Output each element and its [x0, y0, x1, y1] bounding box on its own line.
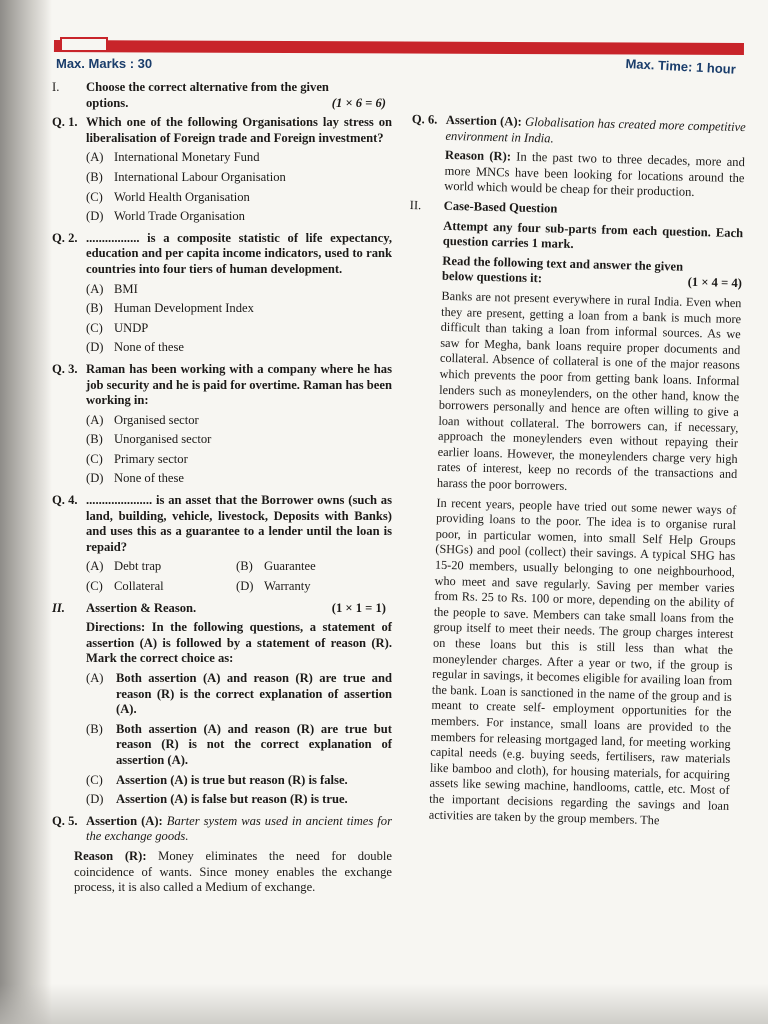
assertion-text: Globalisation has created more competitive environment in India. — [445, 114, 746, 146]
option-text: World Trade Organisation — [114, 209, 245, 224]
option-text: Warranty — [264, 579, 311, 594]
left-column — [52, 80, 392, 896]
option-label: (C) — [86, 320, 103, 335]
question-text: ..................... is an asset that the Borrower owns (such as land, building, vehicle, livestock, Deposits with Banks) and uses this as a guarantee to a lender until the loan is repaid? — [86, 493, 392, 554]
option-label: (D) — [86, 209, 104, 224]
option-text: International Monetary Fund — [114, 150, 260, 165]
question-number: Q. 1. — [52, 115, 78, 130]
assertion-label: Assertion (A): — [86, 813, 163, 828]
choice-label: (A) — [86, 671, 104, 685]
reason-text: In the past two to three decades, more and more MNCs have been looking for locations around the world which would be cheap for their production. — [444, 149, 746, 200]
question-2 — [52, 231, 392, 278]
directions-text: Directions: In the following questions, a statement of assertion (A) is followed by a statement of reason (R). Mark the correct choice as: — [86, 620, 392, 666]
option — [86, 321, 392, 337]
option-text: Guarantee — [264, 559, 316, 574]
option — [86, 413, 392, 429]
option-label: (B) — [86, 432, 103, 447]
question-5 — [52, 814, 392, 845]
option-label: (B) — [86, 169, 103, 184]
option-text: UNDP — [114, 320, 149, 335]
option-label: (A) — [86, 559, 104, 574]
option-label: (C) — [86, 579, 103, 594]
question-number: Q. 4. — [52, 493, 78, 508]
reason-label: Reason (R): — [444, 148, 512, 164]
option-text: Unorganised sector — [114, 432, 212, 447]
choice-text: Assertion (A) is false but reason (R) is true. — [116, 792, 348, 807]
option-label: (C) — [86, 189, 103, 204]
assertion-choice — [86, 792, 392, 808]
option-text: None of these — [114, 340, 184, 355]
question-number: Q. 2. — [52, 230, 78, 245]
assertion-choice — [86, 671, 392, 718]
read-instruction-cont: below questions it: — [441, 269, 543, 286]
question-number: Q. 3. — [52, 361, 78, 376]
assertion-text: Barter system was used in ancient times for the exchange goods. — [86, 813, 392, 844]
option-label: (A) — [86, 281, 104, 296]
header-red-bar — [54, 40, 744, 55]
page-shadow-left — [0, 0, 52, 1024]
option — [86, 340, 392, 356]
option-text: International Labour Organisation — [114, 169, 286, 184]
reason-text: Money eliminates the need for double coincidence of wants. Since money enables the exchange process, it is also called a Medium of exchange. — [74, 848, 392, 895]
section-number: II. — [409, 197, 422, 213]
section-marks: (1 × 1 = 1) — [331, 600, 386, 615]
option — [86, 190, 392, 206]
option-text: BMI — [114, 281, 138, 296]
option-text: Collateral — [114, 579, 164, 594]
option — [86, 301, 392, 317]
option-text: Debt trap — [114, 559, 162, 574]
question-number: Q. 6. — [411, 112, 438, 127]
question-1 — [52, 115, 392, 146]
max-marks-label: Max. Marks : 30 — [56, 56, 153, 71]
option-label: (B) — [236, 559, 253, 574]
option — [86, 209, 392, 225]
section-marks: (1 × 6 = 6) — [331, 95, 386, 110]
option-label: (D) — [236, 579, 254, 594]
option-text: World Health Organisation — [114, 189, 250, 204]
option-text: Human Development Index — [114, 301, 254, 316]
option-label: (A) — [86, 412, 104, 427]
option-row — [86, 579, 392, 595]
option — [86, 150, 392, 166]
choice-label: (C) — [86, 772, 103, 787]
option — [86, 282, 392, 298]
read-instruction-line: Read the following text and answer the given — [442, 253, 684, 274]
section-2-heading — [52, 601, 392, 617]
question-text: Which one of the following Organisations lay stress on liberalisation of Foreign trade and Foreign investment? — [86, 115, 392, 145]
assertion-label: Assertion (A): — [445, 112, 522, 129]
case-paragraph-2: In recent years, people have tried out some newer ways of providing loans to the poor. The idea is to organise rural poor, in particular women, into small Self Help Groups (SHGs) and pool (collect) their savings. A typical SHG has 15-20 members, usually belonging to one neighbourhood, who meet and save regularly. Saving per member varies from Rs. 25 to Rs. 100 or more, depending on the ability of the people to save. Members can take small loans from the group itself to meet their needs. The group charges interest on these loans but this is still less than what the moneylender charges. After a year or two, if the group is regular in savings, it becomes eligible for availing loan from the bank. Loan is sanctioned in the name of the group and is meant to create self- employment opportunities for the members. For instance, small loans are provided to the members for releasing mortgaged land, for meeting working capital needs (e.g. buying seeds, fertilisers, raw materials like bamboo and cloth), for housing materials, for acquiring assets like sewing machine, handlooms, cattle, etc. Most of the important decisions regarding the savings and loan activities are taken by the group members. The — [428, 495, 737, 827]
section-title-cont: options. — [86, 95, 129, 110]
section-title: Case-Based Question — [443, 198, 558, 216]
section-instruction: Attempt any four sub-parts from each question. Each question carries 1 mark. — [442, 218, 744, 252]
option-label: (C) — [86, 451, 103, 466]
assertion-choice — [86, 722, 392, 769]
option — [86, 432, 392, 448]
question-text: Raman has been working with a company where he has job security and he is paid for overtime. Raman has been working in: — [86, 361, 392, 408]
option — [86, 170, 392, 186]
assertion-choice — [86, 773, 392, 789]
question-text: ................. is a composite statistic of life expectancy, education and per capita income indicators, used to rank countries into four tiers of human development. — [86, 230, 392, 276]
option — [86, 452, 392, 468]
case-paragraph-1: Banks are not present everywhere in rural India. Even when they are present, getting a loan from a bank is much more difficult than taking a loan from informal sources. As we saw for Megha, bank loans require proper documents and collateral. Absence of collateral is one of the major reasons which prevents the poor from getting bank loans. Informal lenders such as moneylenders, on the other hand, know the borrowers personally and hence are often willing to give a loan without collateral. The borrowers can, if necessary, approach the moneylenders even without repaying their earlier loans. However, the moneylenders charge very high rates of interest, keep no records of the transactions and harass the poor borrowers. — [436, 288, 742, 493]
section-title: Choose the correct alternative from the given — [86, 80, 329, 94]
question-number: Q. 5. — [52, 813, 78, 828]
read-instruction — [442, 254, 743, 293]
option-text: None of these — [114, 471, 184, 486]
page-shadow-bottom — [0, 984, 768, 1024]
section-title: Assertion & Reason. — [86, 600, 197, 615]
choice-label: (B) — [86, 721, 103, 736]
section-number: I. — [52, 80, 60, 94]
max-time-label: Max. Time: 1 hour — [625, 56, 737, 77]
choice-text: Both assertion (A) and reason (R) are true and reason (R) is the correct explanation of assertion (A). — [116, 671, 392, 717]
header-logo-tab — [60, 37, 108, 50]
option-text: Organised sector — [114, 412, 199, 427]
right-column — [395, 112, 746, 834]
choice-text: Assertion (A) is true but reason (R) is false. — [116, 772, 348, 787]
question-6 — [411, 112, 746, 151]
option — [86, 471, 392, 487]
option-label: (B) — [86, 301, 103, 316]
section-number: II. — [52, 600, 65, 615]
option-row — [86, 559, 392, 575]
reason-label: Reason (R): — [74, 848, 147, 863]
question-4 — [52, 493, 392, 555]
section-1-heading — [52, 80, 392, 111]
question-3 — [52, 362, 392, 409]
choice-text: Both assertion (A) and reason (R) are true but reason (R) is not the correct explanation of assertion (A). — [116, 721, 392, 767]
section-marks: (1 × 4 = 4) — [687, 275, 743, 291]
option-label: (D) — [86, 340, 104, 355]
option-text: Primary sector — [114, 451, 188, 466]
option-label: (D) — [86, 471, 104, 486]
choice-label: (D) — [86, 792, 104, 807]
option-label: (A) — [86, 150, 104, 165]
